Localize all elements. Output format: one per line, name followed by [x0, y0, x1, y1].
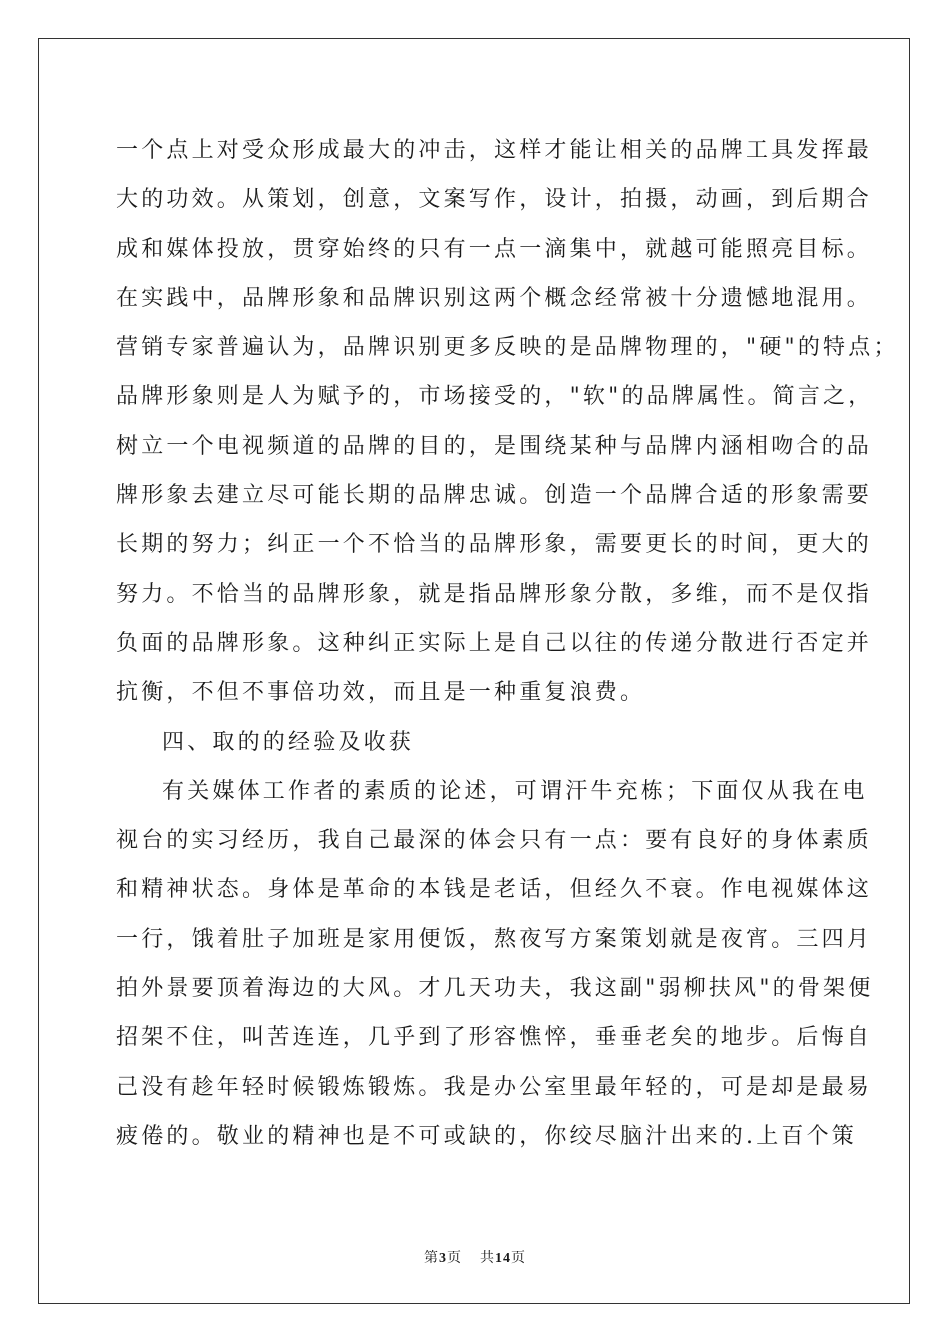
text-line: 有关媒体工作者的素质的论述，可谓汗牛充栋；下面仅从我在电 — [162, 778, 868, 804]
total-pages: 14 — [495, 1251, 511, 1266]
text-line: 和精神状态。身体是革命的本钱是老话，但经久不衰。作电视媒体这 — [116, 877, 873, 903]
text-line: 在实践中，品牌形象和品牌识别这两个概念经常被十分遗憾地混用。 — [116, 285, 873, 311]
text-line: 一个点上对受众形成最大的冲击，这样才能让相关的品牌工具发挥最 — [116, 138, 873, 163]
page-total — [480, 1251, 526, 1266]
text-line: 视台的实习经历，我自己最深的体会只有一点：要有良好的身体素质 — [116, 828, 873, 854]
text-line: 长期的努力；纠正一个不恰当的品牌形象，需要更长的时间，更大的 — [116, 532, 873, 558]
text-line: 树立一个电视频道的品牌的目的，是围绕某种与品牌内涵相吻合的品 — [116, 433, 873, 459]
text-line: 抗衡，不但不事倍功效，而且是一种重复浪费。 — [116, 680, 646, 706]
current-page: 3 — [439, 1251, 447, 1266]
text-line: 己没有趁年轻时候锻炼锻炼。我是办公室里最年轻的，可是却是最易 — [116, 1074, 873, 1100]
total-prefix: 共 — [480, 1251, 495, 1266]
page-number — [424, 1251, 462, 1266]
section-heading: 四、取的的经验及收获 — [162, 729, 415, 755]
text-line: 营销专家普遍认为，品牌识别更多反映的是品牌物理的，"硬"的特点； — [116, 335, 899, 361]
text-line: 负面的品牌形象。这种纠正实际上是自己以往的传递分散进行否定并 — [116, 630, 873, 656]
text-line: 牌形象去建立尽可能长期的品牌忠诚。创造一个品牌合适的形象需要 — [116, 483, 873, 509]
page-prefix: 第 — [424, 1251, 439, 1266]
text-line: 疲倦的。敬业的精神也是不可或缺的，你绞尽脑汁出来的.上百个策 — [116, 1123, 857, 1149]
total-unit: 页 — [511, 1251, 526, 1266]
text-line: 品牌形象则是人为赋予的，市场接受的，"软"的品牌属性。简言之， — [116, 384, 874, 410]
page-unit: 页 — [447, 1251, 462, 1266]
text-line: 成和媒体投放，贯穿始终的只有一点一滴集中，就越可能照亮目标。 — [116, 236, 873, 262]
text-line: 拍外景要顶着海边的大风。才几天功夫，我这副"弱柳扶风"的骨架便 — [116, 976, 874, 1002]
text-line: 努力。不恰当的品牌形象，就是指品牌形象分散，多维，而不是仅指 — [116, 581, 873, 607]
page-footer — [0, 1247, 950, 1267]
text-line: 一行，饿着肚子加班是家用便饭，熬夜写方案策划就是夜宵。三四月 — [116, 926, 873, 952]
text-line: 大的功效。从策划，创意，文案写作，设计，拍摄，动画，到后期合 — [116, 187, 873, 213]
document-body — [116, 126, 899, 1161]
text-line: 招架不住，叫苦连连，几乎到了形容憔悴，垂垂老矣的地步。后悔自 — [116, 1025, 873, 1051]
